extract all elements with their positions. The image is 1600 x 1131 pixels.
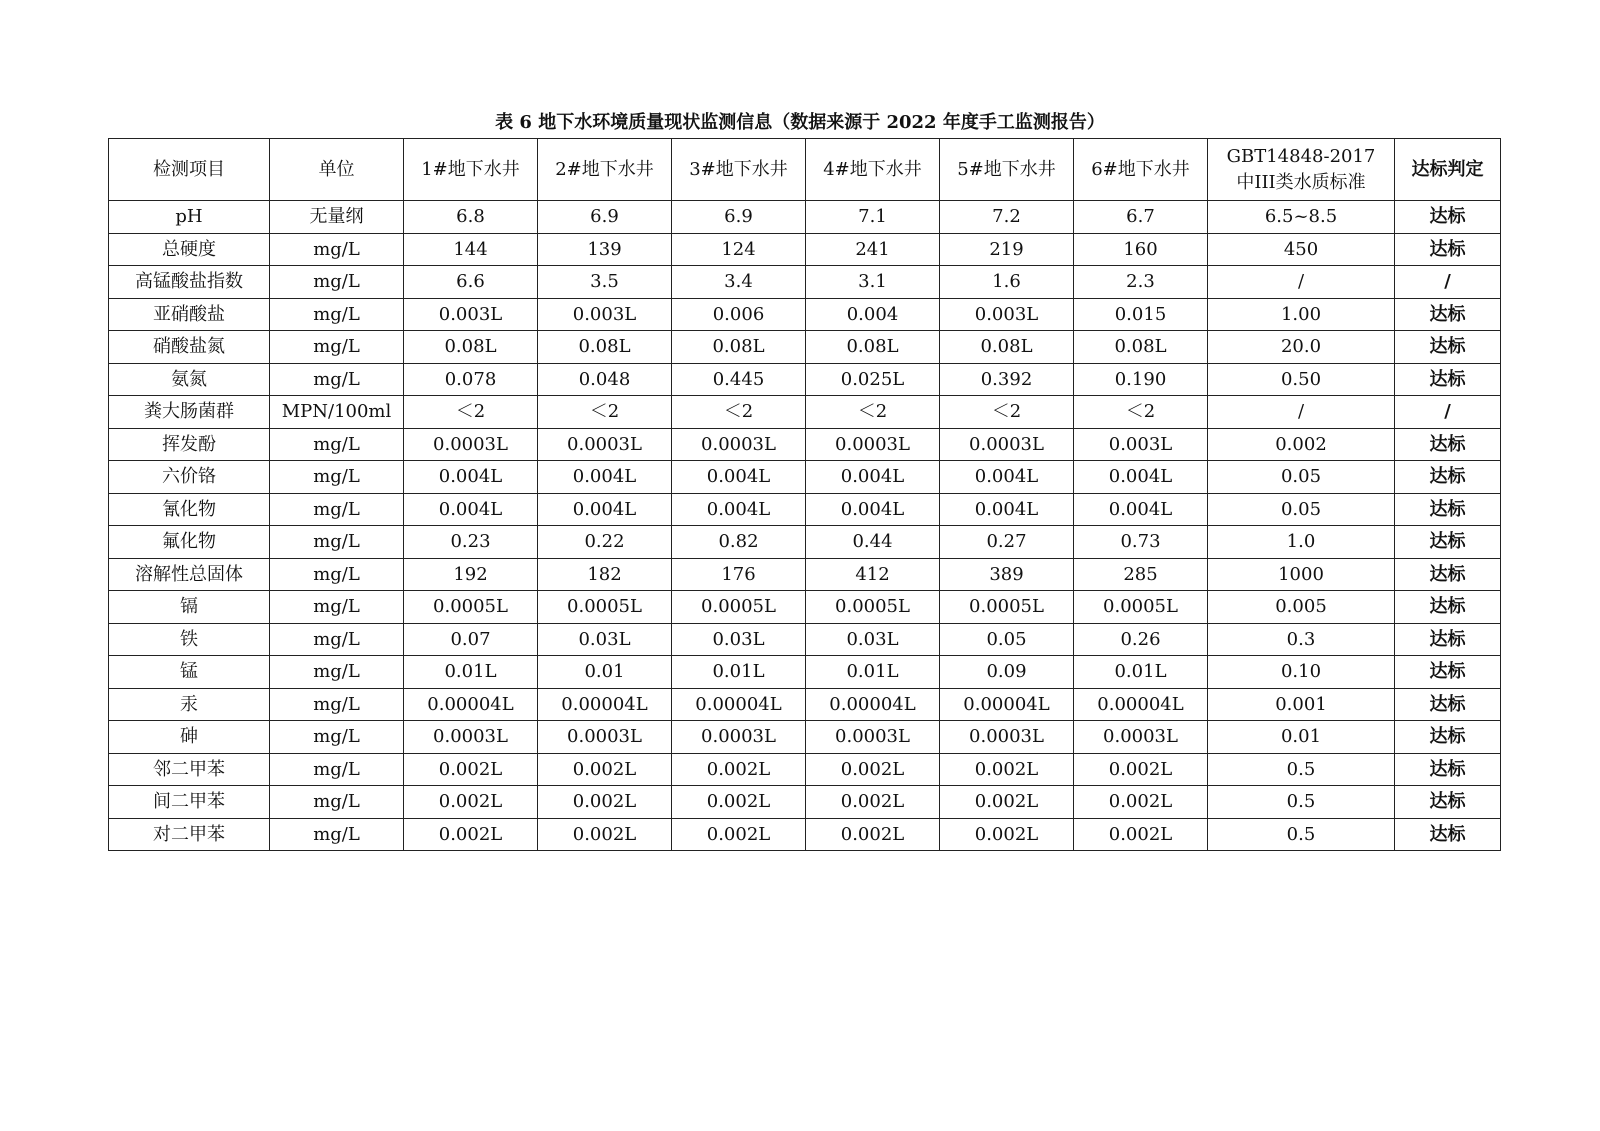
cell-well-2: 139 (538, 233, 672, 266)
table-caption: 表 6 地下水环境质量现状监测信息（数据来源于 2022 年度手工监测报告） (495, 112, 1105, 133)
table-row (109, 558, 1501, 591)
cell-judgement: 达标 (1395, 428, 1501, 461)
cell-unit: MPN/100ml (270, 396, 404, 429)
cell-judgement: 达标 (1395, 786, 1501, 819)
cell-well-3: 0.002L (672, 818, 806, 851)
cell-well-6: 0.003L (1074, 428, 1208, 461)
cell-well-1: 0.07 (404, 623, 538, 656)
cell-well-4: 0.002L (806, 818, 940, 851)
cell-well-4: 0.004L (806, 461, 940, 494)
cell-standard: 6.5~8.5 (1208, 201, 1395, 234)
cell-well-6: 0.26 (1074, 623, 1208, 656)
cell-judgement: 达标 (1395, 233, 1501, 266)
cell-item: 硝酸盐氮 (109, 331, 270, 364)
cell-unit: mg/L (270, 623, 404, 656)
table-row (109, 493, 1501, 526)
cell-item: 镉 (109, 591, 270, 624)
cell-judgement: 达标 (1395, 461, 1501, 494)
cell-well-3: 124 (672, 233, 806, 266)
cell-unit: mg/L (270, 493, 404, 526)
cell-item: 亚硝酸盐 (109, 298, 270, 331)
cell-well-6: 0.002L (1074, 753, 1208, 786)
table-row (109, 201, 1501, 234)
cell-unit: mg/L (270, 753, 404, 786)
cell-item: 砷 (109, 721, 270, 754)
cell-item: 粪大肠菌群 (109, 396, 270, 429)
cell-item: 间二甲苯 (109, 786, 270, 819)
cell-item: pH (109, 201, 270, 234)
cell-judgement: 达标 (1395, 363, 1501, 396)
cell-well-6: 0.190 (1074, 363, 1208, 396)
table-row (109, 721, 1501, 754)
cell-unit: mg/L (270, 266, 404, 299)
header-standard-class: 中III类水质标准 (1236, 171, 1366, 193)
cell-well-1: 0.003L (404, 298, 538, 331)
cell-well-5: 1.6 (940, 266, 1074, 299)
cell-well-2: 0.004L (538, 461, 672, 494)
cell-well-2: 0.01 (538, 656, 672, 689)
cell-well-5: 0.003L (940, 298, 1074, 331)
cell-well-4: ＜2 (806, 396, 940, 429)
cell-well-6: 285 (1074, 558, 1208, 591)
header-standard (1208, 139, 1395, 201)
cell-well-2: 0.002L (538, 786, 672, 819)
cell-well-3: 0.03L (672, 623, 806, 656)
cell-well-3: 0.08L (672, 331, 806, 364)
cell-well-3: 3.4 (672, 266, 806, 299)
cell-well-1: 0.002L (404, 818, 538, 851)
cell-judgement: 达标 (1395, 201, 1501, 234)
cell-well-1: 0.00004L (404, 688, 538, 721)
cell-item: 氰化物 (109, 493, 270, 526)
cell-judgement: 达标 (1395, 753, 1501, 786)
cell-standard: 0.5 (1208, 786, 1395, 819)
cell-well-5: 0.004L (940, 461, 1074, 494)
cell-standard: 0.001 (1208, 688, 1395, 721)
cell-standard: 1.00 (1208, 298, 1395, 331)
cell-well-6: 0.0005L (1074, 591, 1208, 624)
table-row (109, 656, 1501, 689)
header-well-3: 3#地下水井 (672, 139, 806, 201)
cell-well-5: 0.004L (940, 493, 1074, 526)
cell-well-3: 0.002L (672, 786, 806, 819)
cell-well-2: 182 (538, 558, 672, 591)
table-row (109, 753, 1501, 786)
cell-standard: 450 (1208, 233, 1395, 266)
cell-well-6: ＜2 (1074, 396, 1208, 429)
table-row (109, 233, 1501, 266)
cell-judgement: 达标 (1395, 493, 1501, 526)
cell-standard: 1000 (1208, 558, 1395, 591)
table-row (109, 688, 1501, 721)
cell-well-1: 0.078 (404, 363, 538, 396)
cell-well-1: 0.0003L (404, 721, 538, 754)
cell-well-3: 0.01L (672, 656, 806, 689)
cell-well-5: 0.0003L (940, 428, 1074, 461)
cell-item: 锰 (109, 656, 270, 689)
cell-well-2: 0.0003L (538, 721, 672, 754)
cell-well-5: ＜2 (940, 396, 1074, 429)
header-well-1: 1#地下水井 (404, 139, 538, 201)
cell-unit: mg/L (270, 721, 404, 754)
cell-well-2: 0.004L (538, 493, 672, 526)
cell-well-1: 144 (404, 233, 538, 266)
cell-well-1: 0.002L (404, 753, 538, 786)
cell-item: 挥发酚 (109, 428, 270, 461)
cell-judgement: 达标 (1395, 558, 1501, 591)
header-well-4: 4#地下水井 (806, 139, 940, 201)
cell-well-5: 0.002L (940, 818, 1074, 851)
cell-well-5: 0.00004L (940, 688, 1074, 721)
cell-well-3: 0.004L (672, 493, 806, 526)
cell-well-6: 0.004L (1074, 461, 1208, 494)
header-well-6: 6#地下水井 (1074, 139, 1208, 201)
cell-well-1: 192 (404, 558, 538, 591)
cell-well-4: 0.03L (806, 623, 940, 656)
cell-well-1: 0.004L (404, 461, 538, 494)
cell-judgement: 达标 (1395, 298, 1501, 331)
cell-well-6: 0.002L (1074, 786, 1208, 819)
cell-standard: 0.3 (1208, 623, 1395, 656)
cell-well-6: 0.01L (1074, 656, 1208, 689)
cell-unit: mg/L (270, 526, 404, 559)
cell-item: 六价铬 (109, 461, 270, 494)
cell-item: 汞 (109, 688, 270, 721)
cell-well-6: 0.002L (1074, 818, 1208, 851)
cell-judgement: / (1395, 396, 1501, 429)
cell-well-5: 389 (940, 558, 1074, 591)
cell-well-2: 0.003L (538, 298, 672, 331)
cell-judgement: 达标 (1395, 623, 1501, 656)
cell-well-2: 0.0003L (538, 428, 672, 461)
cell-well-3: 0.004L (672, 461, 806, 494)
cell-unit: mg/L (270, 818, 404, 851)
cell-item: 溶解性总固体 (109, 558, 270, 591)
cell-well-6: 0.08L (1074, 331, 1208, 364)
cell-unit: mg/L (270, 461, 404, 494)
cell-item: 高锰酸盐指数 (109, 266, 270, 299)
cell-well-1: 0.0003L (404, 428, 538, 461)
cell-standard: 0.50 (1208, 363, 1395, 396)
cell-well-5: 0.0005L (940, 591, 1074, 624)
cell-standard: 0.10 (1208, 656, 1395, 689)
cell-well-4: 3.1 (806, 266, 940, 299)
cell-judgement: 达标 (1395, 591, 1501, 624)
cell-well-2: 0.0005L (538, 591, 672, 624)
table-row (109, 331, 1501, 364)
cell-well-3: 176 (672, 558, 806, 591)
cell-unit: mg/L (270, 656, 404, 689)
table-row (109, 526, 1501, 559)
table-body (109, 201, 1501, 851)
cell-unit: mg/L (270, 591, 404, 624)
cell-item: 氨氮 (109, 363, 270, 396)
table-row (109, 396, 1501, 429)
cell-well-2: 0.048 (538, 363, 672, 396)
cell-well-2: 0.22 (538, 526, 672, 559)
cell-well-5: 0.002L (940, 786, 1074, 819)
cell-item: 总硬度 (109, 233, 270, 266)
table-row (109, 363, 1501, 396)
cell-standard: 0.5 (1208, 818, 1395, 851)
cell-well-4: 0.025L (806, 363, 940, 396)
cell-well-5: 0.09 (940, 656, 1074, 689)
header-standard-code: GBT14848-2017 (1226, 145, 1376, 167)
cell-well-4: 0.004 (806, 298, 940, 331)
cell-judgement: 达标 (1395, 331, 1501, 364)
cell-well-5: 0.27 (940, 526, 1074, 559)
cell-well-5: 0.392 (940, 363, 1074, 396)
cell-well-1: 0.01L (404, 656, 538, 689)
cell-well-3: 0.0003L (672, 721, 806, 754)
cell-well-2: 0.002L (538, 753, 672, 786)
cell-standard: 0.05 (1208, 461, 1395, 494)
cell-well-3: 0.82 (672, 526, 806, 559)
cell-well-4: 0.0003L (806, 428, 940, 461)
cell-well-4: 241 (806, 233, 940, 266)
cell-unit: 无量纲 (270, 201, 404, 234)
cell-standard: 1.0 (1208, 526, 1395, 559)
cell-well-4: 0.0005L (806, 591, 940, 624)
table-header (109, 139, 1501, 201)
cell-judgement: 达标 (1395, 688, 1501, 721)
cell-well-6: 0.004L (1074, 493, 1208, 526)
cell-well-6: 160 (1074, 233, 1208, 266)
cell-well-2: 0.03L (538, 623, 672, 656)
cell-well-2: 0.00004L (538, 688, 672, 721)
cell-well-1: 0.0005L (404, 591, 538, 624)
cell-unit: mg/L (270, 233, 404, 266)
cell-well-1: 0.004L (404, 493, 538, 526)
cell-unit: mg/L (270, 428, 404, 461)
header-unit: 单位 (270, 139, 404, 201)
cell-well-6: 0.015 (1074, 298, 1208, 331)
cell-item: 铁 (109, 623, 270, 656)
cell-judgement: / (1395, 266, 1501, 299)
header-well-2: 2#地下水井 (538, 139, 672, 201)
cell-standard: 0.5 (1208, 753, 1395, 786)
cell-well-6: 6.7 (1074, 201, 1208, 234)
cell-well-4: 0.00004L (806, 688, 940, 721)
cell-well-6: 0.00004L (1074, 688, 1208, 721)
cell-standard: / (1208, 396, 1395, 429)
cell-well-5: 0.0003L (940, 721, 1074, 754)
cell-unit: mg/L (270, 558, 404, 591)
header-judgement: 达标判定 (1395, 139, 1501, 201)
cell-well-1: 0.23 (404, 526, 538, 559)
cell-standard: 20.0 (1208, 331, 1395, 364)
cell-well-2: 3.5 (538, 266, 672, 299)
cell-well-1: 0.08L (404, 331, 538, 364)
cell-well-4: 0.002L (806, 786, 940, 819)
cell-standard: 0.01 (1208, 721, 1395, 754)
cell-well-3: 0.0005L (672, 591, 806, 624)
cell-well-3: 0.00004L (672, 688, 806, 721)
cell-well-4: 0.01L (806, 656, 940, 689)
cell-well-3: ＜2 (672, 396, 806, 429)
cell-standard: 0.05 (1208, 493, 1395, 526)
cell-well-3: 6.9 (672, 201, 806, 234)
table-row (109, 461, 1501, 494)
table-row (109, 623, 1501, 656)
cell-well-4: 7.1 (806, 201, 940, 234)
cell-well-6: 0.0003L (1074, 721, 1208, 754)
cell-well-2: ＜2 (538, 396, 672, 429)
cell-well-2: 0.08L (538, 331, 672, 364)
header-row (109, 139, 1501, 201)
table-row (109, 266, 1501, 299)
cell-well-3: 0.445 (672, 363, 806, 396)
cell-unit: mg/L (270, 363, 404, 396)
table-row (109, 428, 1501, 461)
cell-well-4: 0.0003L (806, 721, 940, 754)
cell-well-6: 0.73 (1074, 526, 1208, 559)
cell-well-1: 6.6 (404, 266, 538, 299)
cell-well-4: 412 (806, 558, 940, 591)
table-row (109, 818, 1501, 851)
table-row (109, 591, 1501, 624)
cell-judgement: 达标 (1395, 818, 1501, 851)
cell-well-1: ＜2 (404, 396, 538, 429)
cell-judgement: 达标 (1395, 721, 1501, 754)
cell-well-6: 2.3 (1074, 266, 1208, 299)
cell-well-1: 0.002L (404, 786, 538, 819)
cell-well-2: 6.9 (538, 201, 672, 234)
cell-well-3: 0.002L (672, 753, 806, 786)
cell-unit: mg/L (270, 298, 404, 331)
cell-well-4: 0.08L (806, 331, 940, 364)
table-row (109, 298, 1501, 331)
header-item: 检测项目 (109, 139, 270, 201)
table-row (109, 786, 1501, 819)
cell-item: 对二甲苯 (109, 818, 270, 851)
monitoring-table (108, 138, 1501, 851)
cell-well-4: 0.44 (806, 526, 940, 559)
cell-well-5: 0.05 (940, 623, 1074, 656)
cell-judgement: 达标 (1395, 526, 1501, 559)
header-well-5: 5#地下水井 (940, 139, 1074, 201)
cell-item: 邻二甲苯 (109, 753, 270, 786)
cell-well-3: 0.006 (672, 298, 806, 331)
cell-well-5: 219 (940, 233, 1074, 266)
cell-unit: mg/L (270, 688, 404, 721)
cell-well-5: 0.08L (940, 331, 1074, 364)
cell-well-3: 0.0003L (672, 428, 806, 461)
cell-standard: 0.005 (1208, 591, 1395, 624)
cell-item: 氟化物 (109, 526, 270, 559)
cell-well-5: 7.2 (940, 201, 1074, 234)
cell-well-4: 0.002L (806, 753, 940, 786)
cell-well-1: 6.8 (404, 201, 538, 234)
cell-unit: mg/L (270, 331, 404, 364)
cell-well-2: 0.002L (538, 818, 672, 851)
cell-standard: 0.002 (1208, 428, 1395, 461)
cell-standard: / (1208, 266, 1395, 299)
cell-well-5: 0.002L (940, 753, 1074, 786)
cell-well-4: 0.004L (806, 493, 940, 526)
cell-judgement: 达标 (1395, 656, 1501, 689)
cell-unit: mg/L (270, 786, 404, 819)
